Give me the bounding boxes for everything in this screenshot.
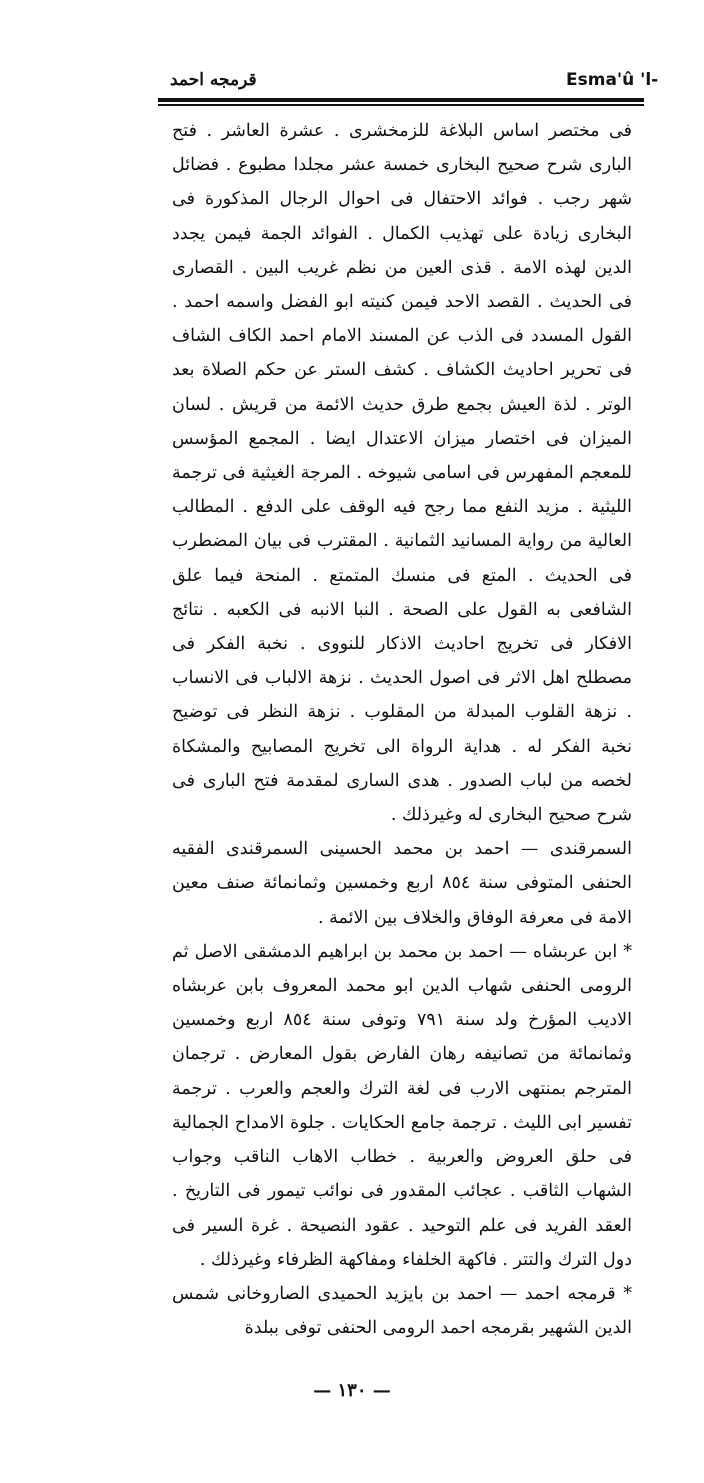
running-header-left: Esma'û 'l- — [566, 70, 659, 90]
page-number: — ١٣٠ — — [313, 1380, 391, 1401]
paragraph: فى مختصر اساس البلاغة للزمخشرى . عشرة العاشر . فتح البارى شرح صحيح البخارى خمسة عشر مجلدا مطبوع . فضائل شهر رجب . فوائد الاحتفال فى احوال الرجال المذكورة فى البخارى زيادة على تهذيب الكمال . الفوائد الجمة فيمن يجدد الدين لهذه الامة . قذى العين من نظم غريب البين . القصارى فى الحديث . القصد الاحد فيمن كنيته ابو الفضل واسمه احمد . القول المسدد فى الذب عن المسند الامام احمد الكاف الشاف فى تحرير احاديث الكشاف . كشف الستر عن حكم الصلاة بعد الوتر . لذة العيش بجمع طرق حديث الائمة من قريش . لسان الميزان فى اختصار ميزان الاعتدال ايضا . المجمع المؤسس للمعجم المفهرس فى اسامى شيوخه . المرجة الغيثية فى ترجمة الليثية . مزيد النفع مما رجح فيه الوقف على الدفع . المطالب العالية من رواية المسانيد الثمانية . المقترب فى بيان المضطرب فى الحديث . المتع فى منسك المتمتع . المنحة فيما علق الشافعى به القول على الصحة . النبا الانبه فى الكعبه . نتائج الافكار فى تخريج احاديث الاذكار للنووى . نخبة الفكر فى مصطلح اهل الاثر فى اصول الحديث . نزهة الالباب فى الانساب . نزهة القلوب المبدلة من المقلوب . نزهة النظر فى توضيح نخبة الفكر له . هداية الرواة الى تخريج المصابيح والمشكاة لخصه من لباب الصدور . هدى السارى لمقدمة فتح البارى فى شرح صحيح البخارى له وغيرذلك . — [172, 121, 632, 826]
paragraph: السمرقندى — احمد بن محمد الحسينى السمرقندى الفقيه الحنفى المتوفى سنة ٨٥٤ اربع وخمسين وثمانمائة صنف معين الامة فى معرفة الوفاق والخلاف بين الائمة . — [172, 839, 632, 928]
paragraph: * ابن عربشاه — احمد بن محمد بن ابراهيم الدمشقى الاصل ثم الرومى الحنفى شهاب الدين ابو محمد المعروف بابن عربشاه الاديب المؤرخ ولد سنة ٧٩١ وتوفى سنة ٨٥٤ اربع وخمسين وثمانمائة من تصانيفه رهان الفارض بقول المعارض . ترجمان المترجم بمنتهى الارب فى لغة الترك والعجم والعرب . ترجمة تفسير ابى الليث . ترجمة جامع الحكايات . جلوة الامداح الجمالية فى حلق العروض والعربية . خطاب الاهاب الناقب وجواب الشهاب الثاقب . عجائب المقدور فى نوائب تيمور فى التاريخ . العقد الفريد فى علم التوحيد . عقود النصيحة . غرة السير فى دول الترك والتتر . فاكهة الخلفاء ومفاكهة الظرفاء وغيرذلك . — [172, 941, 633, 1270]
header-rule — [158, 98, 644, 106]
running-header-right: قرمجه احمد — [170, 70, 257, 90]
body-text — [172, 114, 632, 1345]
paragraph: * قرمجه احمد — احمد بن بايزيد الحميدى الصاروخانى شمس الدين الشهير بقرمجه احمد الرومى الحنفى توفى ببلدة — [172, 1283, 632, 1339]
